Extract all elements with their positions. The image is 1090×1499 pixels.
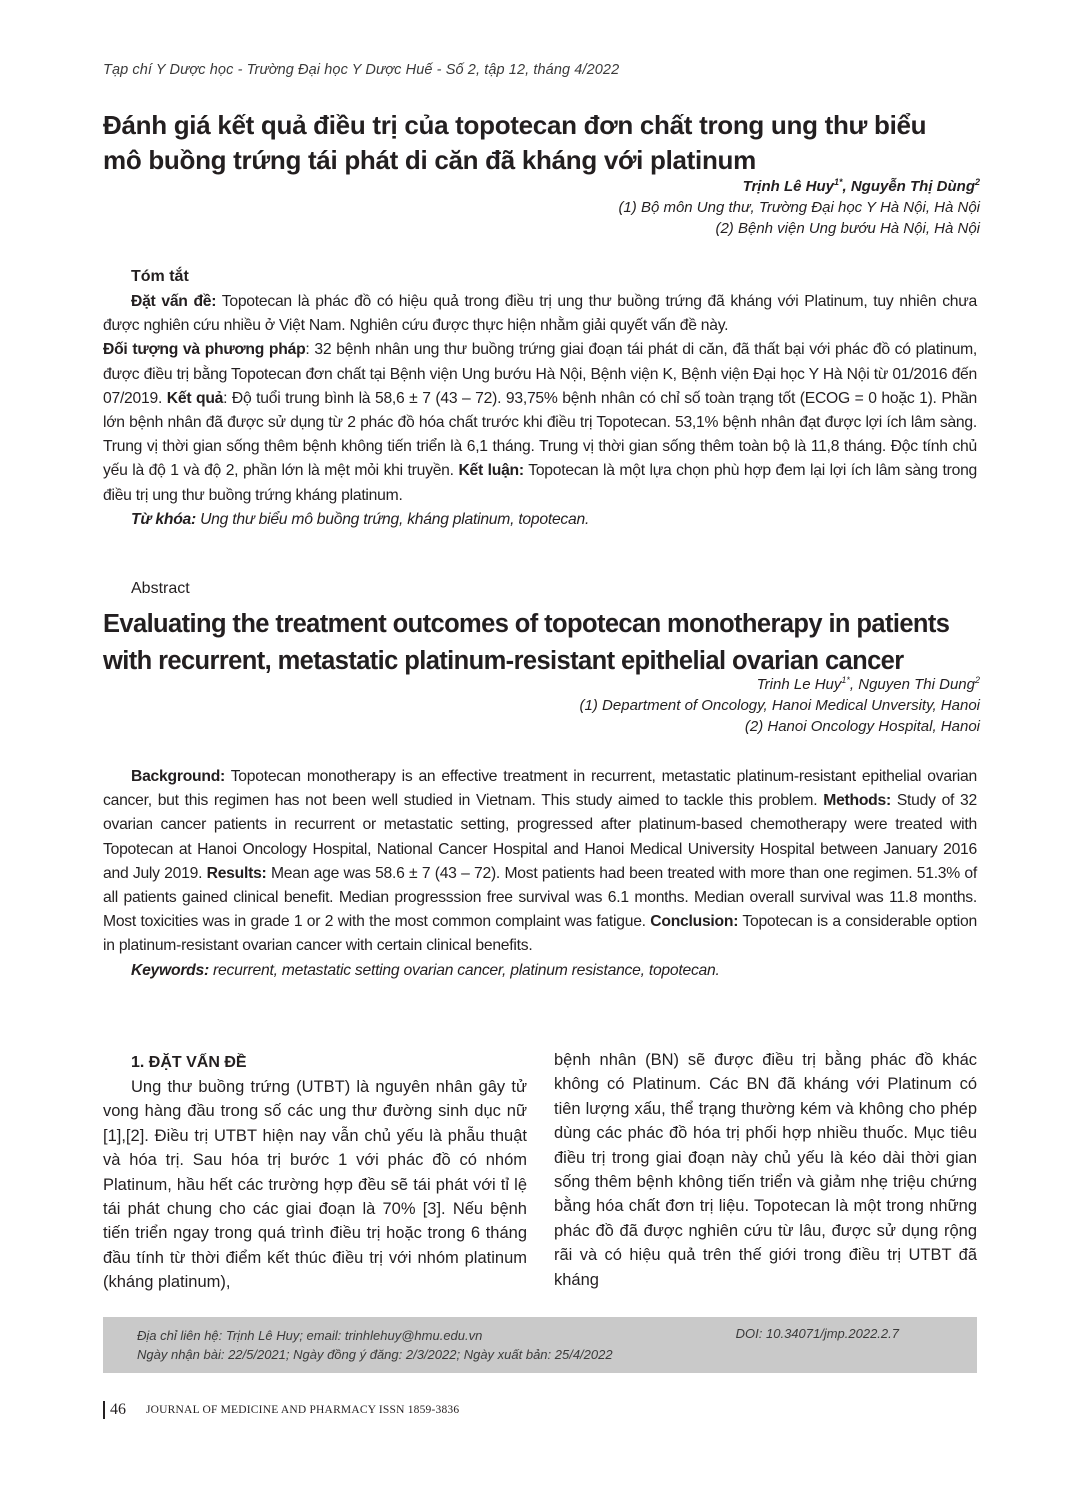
- page-number: 46: [110, 1401, 126, 1418]
- author-names: [618, 176, 980, 197]
- title-vi-line-1: Đánh giá kết quả điều trị của topotecan đơn chất trong ung thư biểu: [103, 110, 927, 140]
- results-label: Kết quả: [166, 389, 224, 407]
- section-1-heading: 1. ĐẶT VẤN ĐỀ: [131, 1054, 247, 1071]
- conclusion-label-en: Conclusion:: [650, 913, 739, 931]
- section-1-paragraph-continued: bệnh nhân (BN) sẽ được điều trị bằng phác đồ khác không có Platinum. Các BN đã kháng với Platinum có tiên lượng xấu, thể trạng thường kém và không cho phép dùng các phác đồ hóa trị phối hợp nhiều thuốc. Mục tiêu điều trị trong giai đoạn này chủ yếu là kéo dài thời gian sống thêm bệnh không tiến triển và giảm nhẹ triệu chứng bằng hóa chất đơn trị liệu. Topotecan là một trong những phác đồ đã được nghiên cứu từ lâu, được sử dụng rộng rãi và có hiệu quả trên thế giới trong điều trị UTBT đã kháng: [554, 1051, 977, 1289]
- title-en-line-1: Evaluating the treatment outcomes of topotecan monotherapy in patients: [103, 610, 950, 638]
- affiliation-2: (2) Bệnh viện Ung bướu Hà Nội, Hà Nội: [715, 220, 980, 237]
- keywords-label-en: Keywords:: [131, 961, 209, 979]
- affiliation-1-en: (1) Department of Oncology, Hanoi Medical Unversity, Hanoi: [579, 697, 980, 714]
- background-text: Topotecan là phác đồ có hiệu quả trong điều trị ung thư buồng trứng đã kháng với Platinum, tuy nhiên chưa được nghiên cứu nhiều ở Việt Nam. Nghiên cứu được thực hiện nhằm giải quyết vấn đề này.: [103, 293, 978, 335]
- author-2: Nguyễn Thị Dùng: [850, 178, 975, 195]
- abstract-en-body: [103, 765, 977, 959]
- conclusion-text: Topotecan là một lựa chọn phù hợp đem lại lợi ích lâm sàng trong điều trị ung thư buồng trứng kháng platinum.: [103, 462, 978, 504]
- contact-line: Địa chỉ liên hệ: Trịnh Lê Huy; email: trinhlehuy@hmu.edu.vn: [137, 1328, 483, 1343]
- affiliation-2-en: (2) Hanoi Oncology Hospital, Hanoi: [744, 718, 980, 735]
- author-1-en-superscript: 1*: [841, 675, 850, 685]
- keywords-en: [103, 959, 977, 983]
- summary-heading: Tóm tắt: [131, 268, 189, 285]
- abstract-vietnamese: [103, 290, 977, 532]
- page-footer: [103, 1401, 459, 1419]
- doi-link[interactable]: DOI: 10.34071/jmp.2022.2.7: [735, 1326, 899, 1341]
- keywords-vi: [103, 508, 977, 532]
- dates-line: Ngày nhận bài: 22/5/2021; Ngày đồng ý đăng: 2/3/2022; Ngày xuất bản: 25/4/2022: [137, 1347, 613, 1362]
- abstract-heading: Abstract: [131, 580, 190, 597]
- footer-divider-bar: [103, 1401, 105, 1419]
- abstract-english: [103, 765, 977, 983]
- author-separator-en: ,: [849, 676, 859, 693]
- body-column-left: [103, 1052, 527, 1295]
- conclusion-label: Kết luận:: [458, 462, 524, 480]
- background-text-en: Topotecan monotherapy is an effective treatment in recurrent, metastatic platinum-resistant epithelial ovarian cancer, but this regimen has not been well studied in Vietnam. This study aimed to tackle this problem.: [103, 768, 977, 810]
- author-names-en: [580, 674, 980, 695]
- background-label-en: Background:: [131, 768, 225, 785]
- correspondence-info: [137, 1326, 613, 1364]
- results-label-en: Results:: [206, 864, 267, 882]
- author-1-superscript: 1*: [833, 177, 843, 187]
- title-vi-line-2: mô buồng trứng tái phát di căn đã kháng với platinum: [103, 145, 756, 175]
- conclusion-text-en: Topotecan is a considerable option in platinum-resistant ovarian cancer with certain clinical benefits.: [103, 913, 977, 955]
- affiliation-1: (1) Bộ môn Ung thư, Trường Đại học Y Hà Nội, Hà Nội: [618, 199, 980, 216]
- author-1: Trịnh Lê Huy: [742, 178, 834, 195]
- methods-text-en: Study of 32 ovarian cancer patients in recurrent or metastatic setting, progressed after platinum-based chemotherapy were treated with Topotecan at Hanoi Oncology Hospital, National Cancer Hospital and Hanoi Medical University Hospital between January 2016 and July 2019.: [103, 792, 977, 882]
- keywords-text-en: recurrent, metastatic setting ovarian cancer, platinum resistance, topotecan.: [208, 961, 720, 979]
- authors-english: [580, 674, 980, 737]
- methods-label: Đối tượng và phương pháp: [103, 341, 306, 359]
- abstract-vi-body: [103, 290, 977, 508]
- author-2-en: Nguyen Thi Dung: [858, 676, 975, 693]
- author-2-superscript: 2: [974, 177, 980, 187]
- methods-label-en: Methods:: [823, 792, 891, 810]
- authors-vietnamese: [618, 176, 980, 239]
- results-text: : Độ tuổi trung bình là 58,6 ± 7 (43 – 72). 93,75% bệnh nhân có chỉ số toàn trạng tốt (ECOG = 0 hoặc 1). Phần lớn bệnh nhân đã được sử dụng từ 2 phác đồ hóa chất trước khi điều trị Topotecan. 53,1% bệnh nhân đạt được lợi ích lâm sàng. Trung vị thời gian sống thêm bệnh không tiến triển là 6,1 tháng. Trung vị thời gian sống thêm toàn bộ là 11,8 tháng. Độc tính chủ yếu là độ 1 và độ 2, phần lớn là mệt mỏi khi truyền.: [103, 389, 977, 480]
- journal-running-header: Tạp chí Y Dược học - Trường Đại học Y Dược Huế - Số 2, tập 12, tháng 4/2022: [103, 62, 620, 78]
- methods-text: : 32 bệnh nhân ung thư buồng trứng giai đoạn tái phát di căn, đã thất bại với phác đồ có platinum, được điều trị bằng Topotecan đơn chất tại Bệnh viện Ung bướu Hà Nội, Bệnh viện K, Bệnh viện Đại học Y Hà Nội từ 01/2016 đến 07/2019.: [103, 341, 977, 407]
- journal-name-issn: JOURNAL OF MEDICINE AND PHARMACY ISSN 1859-3836: [146, 1404, 460, 1416]
- keywords-text: Ung thư biểu mô buồng trứng, kháng platinum, topotecan.: [195, 510, 590, 528]
- author-1-en: Trinh Le Huy: [756, 676, 842, 693]
- background-label: Đặt vấn đề:: [131, 293, 217, 310]
- title-en-line-2: with recurrent, metastatic platinum-resistant epithelial ovarian cancer: [103, 647, 904, 675]
- section-1-paragraph: Ung thư buồng trứng (UTBT) là nguyên nhân gây tử vong hàng đầu trong số các ung thư đường sinh dục nữ [1],[2]. Điều trị UTBT hiện nay vẫn chủ yếu là phẫu thuật và hóa trị. Sau hóa trị bước 1 với phác đồ có nhóm Platinum, hầu hết các trường hợp đều sẽ tái phát với tỉ lệ tái phát chung cho các giai đoạn là 70% [3]. Nếu bệnh tiến triển ngay trong quá trình điều trị hoặc trong 6 tháng đầu tính từ thời điểm kết thúc điều trị với nhóm platinum (kháng platinum),: [103, 1078, 527, 1292]
- results-text-en: Mean age was 58.6 ± 7 (43 – 72). Most patients had been treated with more than one regimen. 51.3% of all patients gained clinical benefit. Median progresssion free survival was 6.1 months. Median overall survival was 11.8 months. Most toxicities was in grade 1 or 2 with the most common complaint was fatigue.: [103, 864, 977, 931]
- author-separator: ,: [842, 178, 851, 195]
- article-title-english: [103, 606, 993, 680]
- keywords-label: Từ khóa:: [131, 510, 196, 528]
- body-column-right: [554, 1048, 977, 1292]
- author-2-en-superscript: 2: [974, 675, 980, 685]
- article-title-vietnamese: [103, 108, 983, 178]
- correspondence-box: [103, 1317, 977, 1373]
